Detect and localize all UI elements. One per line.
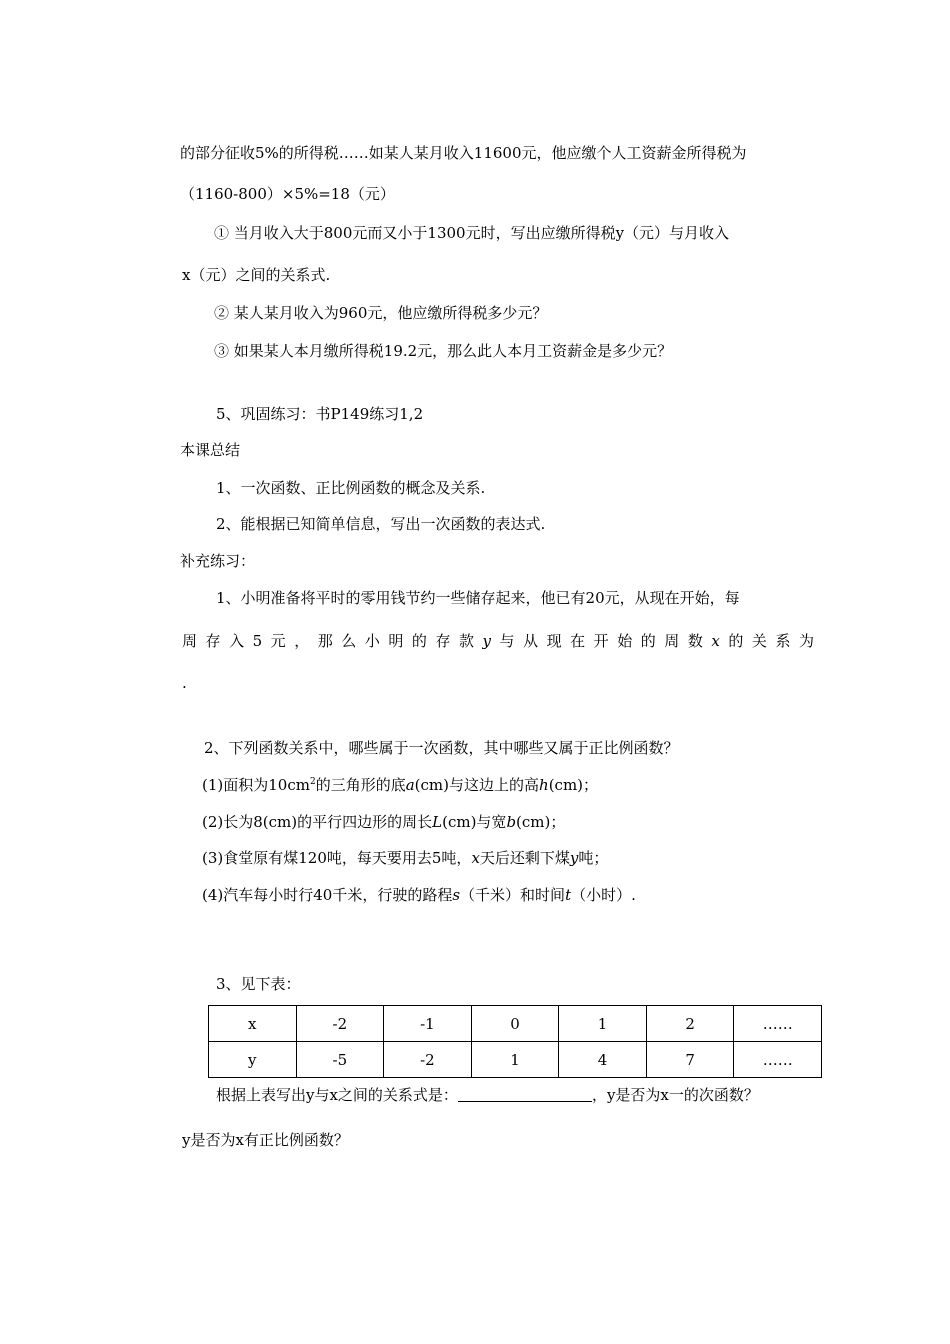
exercise-1-line-3: . bbox=[182, 674, 187, 692]
exercise-2-item-1 bbox=[202, 775, 598, 795]
e2-1-text-d: (cm)； bbox=[548, 776, 599, 794]
table-cell: 1 bbox=[559, 1006, 647, 1042]
question-1-line-2: x（元）之间的关系式. bbox=[182, 266, 331, 284]
table-cell: y bbox=[209, 1042, 297, 1078]
table-cell: …… bbox=[734, 1006, 822, 1042]
e2-4-text-a: (4)汽车每小时行40千米，行驶的路程 bbox=[202, 886, 453, 904]
table-cell: -2 bbox=[296, 1006, 384, 1042]
e2-3-text-a: (3)食堂原有煤120吨，每天要用去5吨， bbox=[202, 849, 472, 867]
superscript-2: 2 bbox=[309, 777, 316, 787]
question-2: ② 某人某月收入为960元，他应缴所得税多少元？ bbox=[214, 304, 548, 322]
e2-1-text-b: 的三角形的底 bbox=[315, 776, 406, 794]
question-3: ③ 如果某人本月缴所得税19.2元，那么此人本月工资薪金是多少元？ bbox=[214, 342, 673, 360]
e1-text-3: 的关系为 bbox=[719, 632, 814, 650]
var-b: b bbox=[506, 813, 517, 831]
table-cell: 2 bbox=[646, 1006, 734, 1042]
e2-4-text-c: （小时）. bbox=[571, 886, 636, 904]
e2-1-text-c: (cm)与这边上的高 bbox=[414, 776, 540, 794]
table-row-y bbox=[209, 1042, 822, 1078]
exercise-2-item-2 bbox=[202, 812, 565, 832]
table-cell: 1 bbox=[471, 1042, 559, 1078]
summary-item-2: 2、能根据已知简单信息，写出一次函数的表达式. bbox=[216, 515, 546, 533]
table-row-x bbox=[209, 1006, 822, 1042]
supplement-title: 补充练习： bbox=[180, 552, 256, 570]
table-cell: -2 bbox=[384, 1042, 472, 1078]
var-h: h bbox=[539, 776, 549, 794]
var-L: L bbox=[432, 813, 443, 831]
table-question-line-2: y是否为x有正比例函数？ bbox=[182, 1131, 349, 1149]
table-question-text-b: ，y是否为x一的次函数？ bbox=[591, 1086, 759, 1104]
var-y: y bbox=[482, 632, 491, 650]
table-question-text-a: 根据上表写出y与x之间的关系式是： bbox=[216, 1086, 458, 1104]
e2-2-text-b: (cm)与宽 bbox=[442, 813, 507, 831]
var-s: s bbox=[452, 886, 461, 904]
e2-3-text-b: 天后还剩下煤 bbox=[479, 849, 570, 867]
exercise-1-line-2 bbox=[182, 631, 814, 651]
table-cell: …… bbox=[734, 1042, 822, 1078]
table-cell: -5 bbox=[296, 1042, 384, 1078]
var-x: x bbox=[711, 632, 720, 650]
e2-2-text-a: (2)长为8(cm)的平行四边形的周长 bbox=[202, 813, 433, 831]
var-t: t bbox=[565, 886, 572, 904]
xy-table bbox=[208, 1005, 822, 1078]
table-cell: 7 bbox=[646, 1042, 734, 1078]
answer-blank[interactable] bbox=[458, 1087, 592, 1102]
e2-2-text-c: (cm)； bbox=[516, 813, 566, 831]
exercise-5: 5、巩固练习：书P149练习1,2 bbox=[216, 405, 424, 423]
question-1-line-1: ① 当月收入大于800元而又小于1300元时，写出应缴所得税y（元）与月收入 bbox=[214, 224, 730, 242]
e1-text-2: 与从现在开始的周数 bbox=[491, 632, 712, 650]
para-tax-line-1: 的部分征收5%的所得税……如某人某月收入11600元，他应缴个人工资薪金所得税为 bbox=[180, 144, 747, 162]
table-cell: 4 bbox=[559, 1042, 647, 1078]
para-tax-line-2: （1160-800）×5%=18（元） bbox=[180, 185, 395, 203]
var-a: a bbox=[405, 776, 415, 794]
exercise-2: 2、下列函数关系中，哪些属于一次函数，其中哪些又属于正比例函数？ bbox=[204, 739, 679, 757]
table-question-line-1 bbox=[216, 1085, 759, 1105]
exercise-3: 3、见下表： bbox=[216, 975, 301, 993]
e2-4-text-b: （千米）和时间 bbox=[460, 886, 566, 904]
table-cell: 0 bbox=[471, 1006, 559, 1042]
e2-3-text-c: 吨； bbox=[578, 849, 609, 867]
exercise-1-line-1: 1、小明准备将平时的零用钱节约一些储存起来，他已有20元，从现在开始，每 bbox=[216, 589, 740, 607]
summary-item-1: 1、一次函数、正比例函数的概念及关系. bbox=[216, 479, 486, 497]
e2-1-text-a: (1)面积为10cm bbox=[202, 776, 310, 794]
e1-text-1: 周存入5元，那么小明的存款 bbox=[182, 632, 483, 650]
table-cell: -1 bbox=[384, 1006, 472, 1042]
exercise-2-item-3 bbox=[202, 848, 608, 868]
table-cell: x bbox=[209, 1006, 297, 1042]
var-x-days: x bbox=[471, 849, 480, 867]
summary-title: 本课总结 bbox=[180, 441, 241, 459]
var-y-coal: y bbox=[569, 849, 579, 867]
exercise-2-item-4 bbox=[202, 885, 636, 905]
